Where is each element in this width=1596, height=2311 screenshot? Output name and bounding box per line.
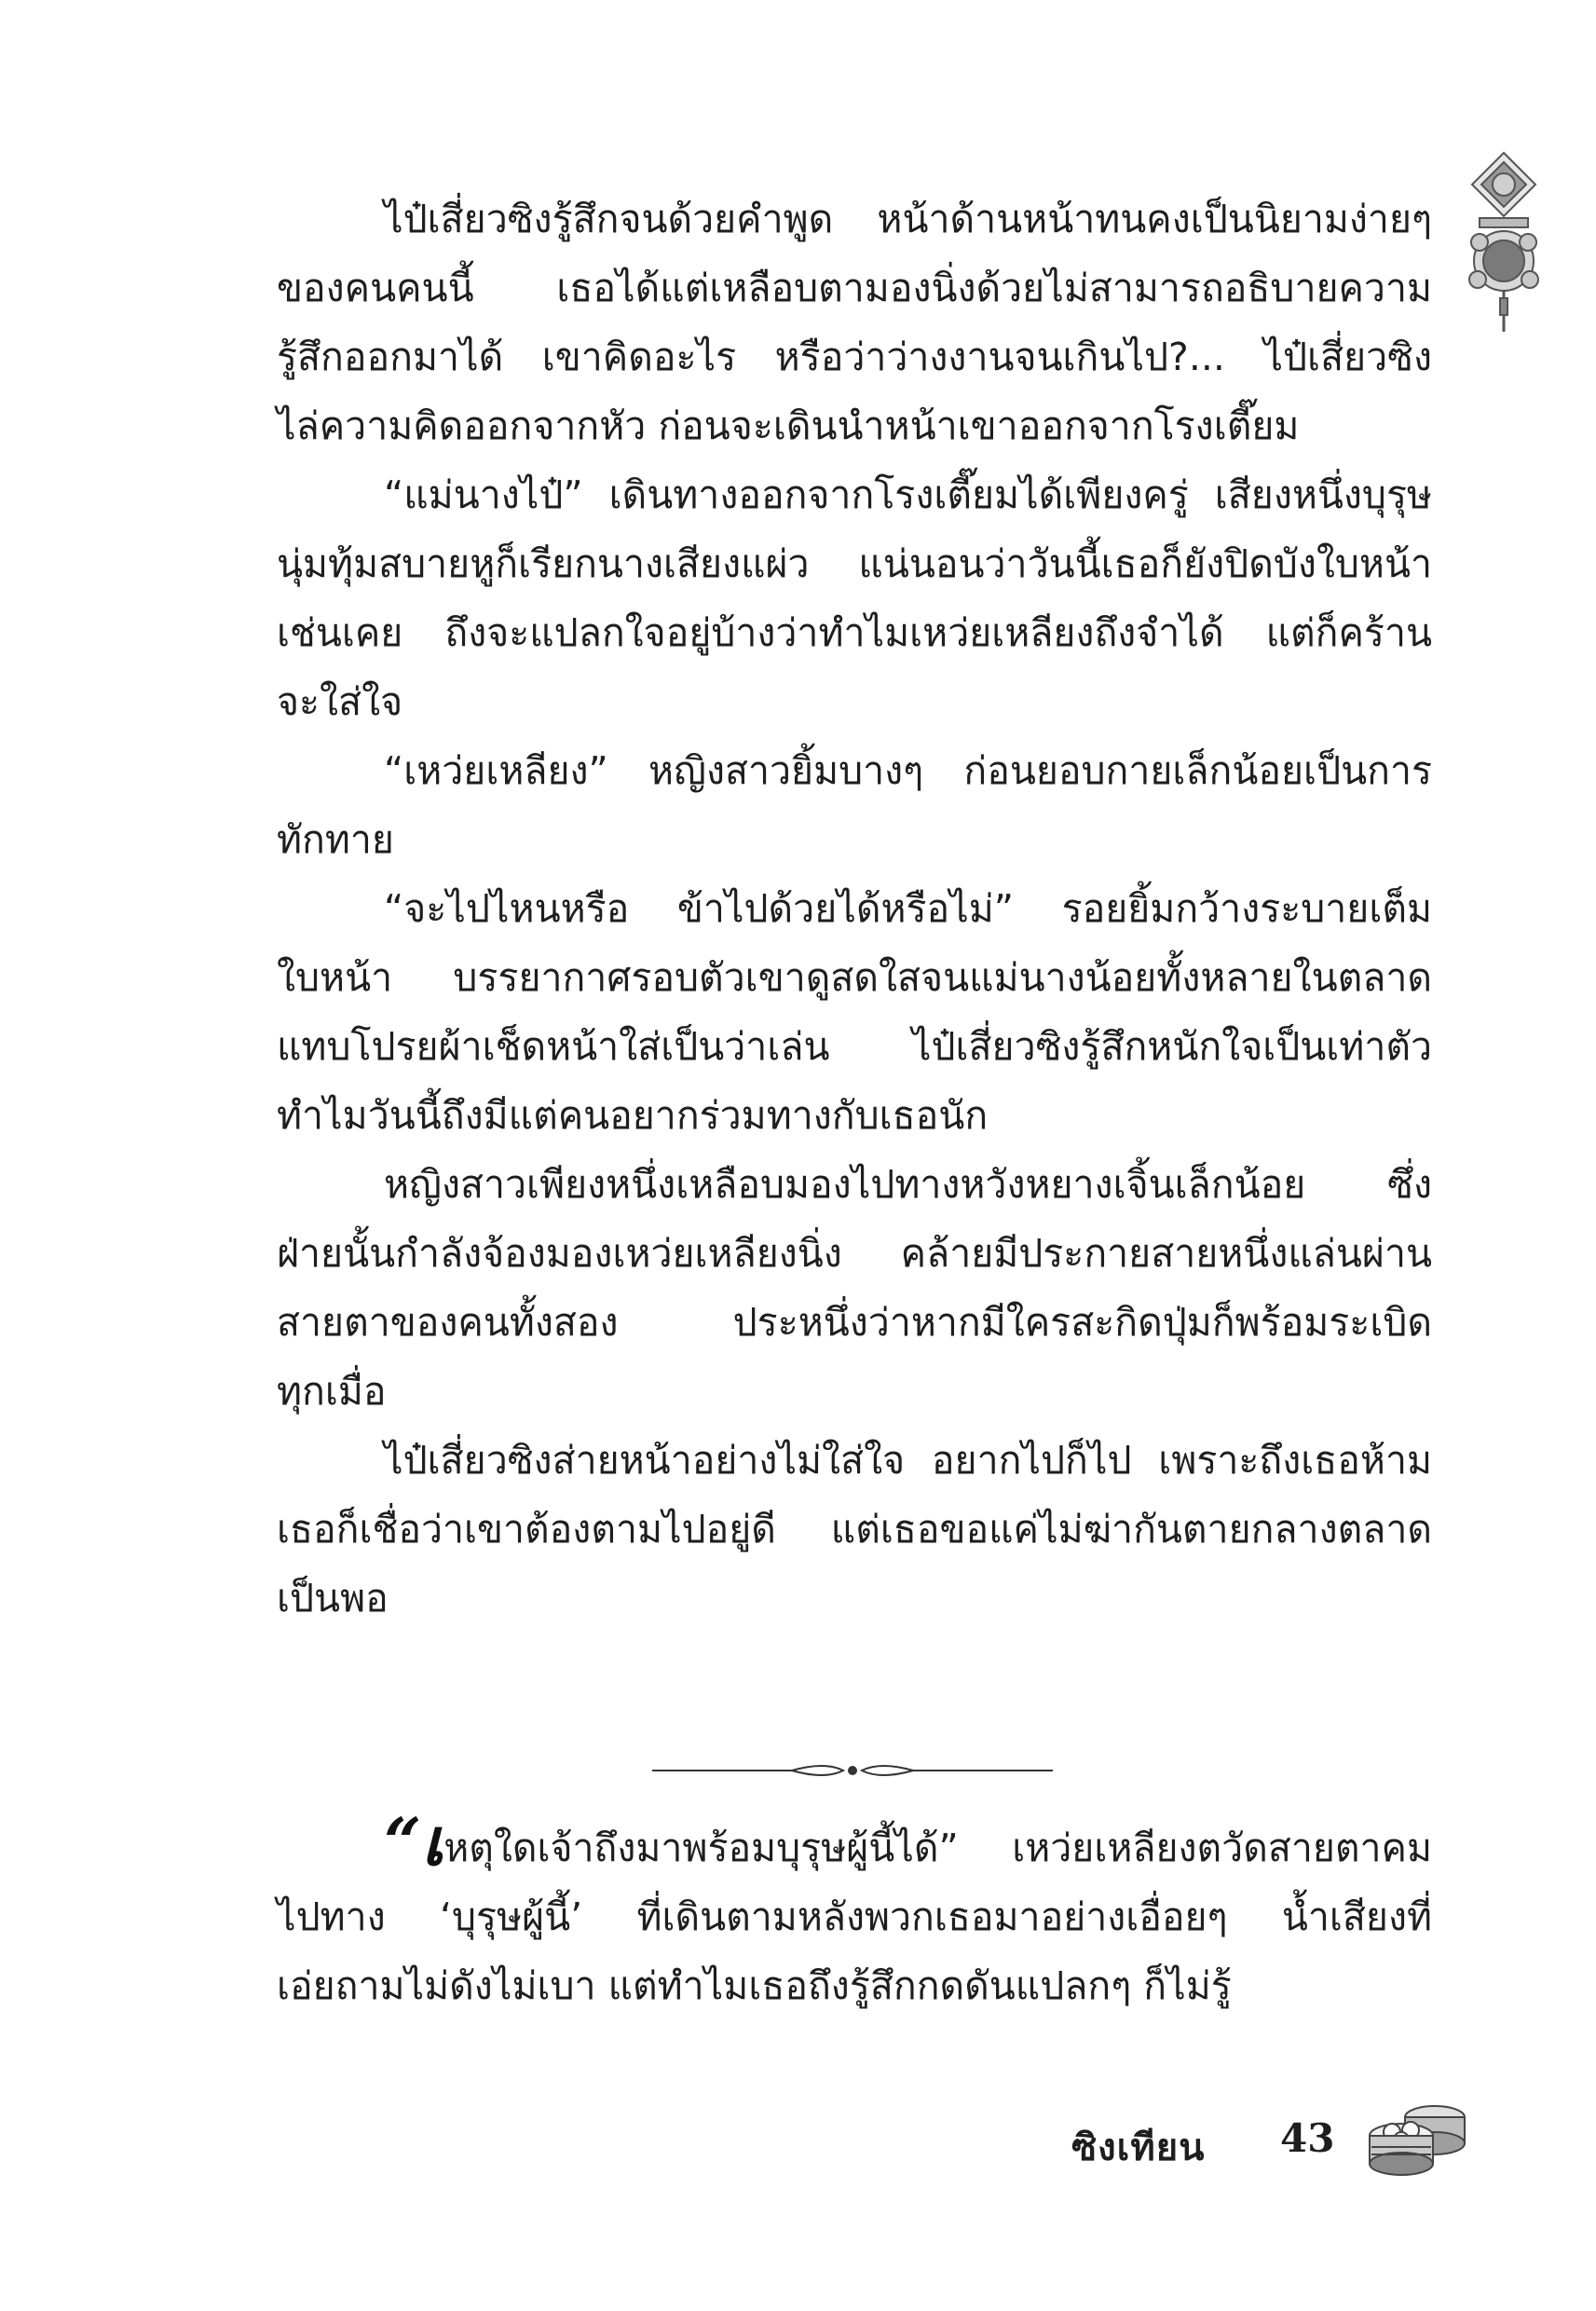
text-line: รู้สึกออกมาได้ เขาคิดอะไร หรือว่าว่างงานจนเกินไป?... ไป๋เสี่ยวซิง <box>277 335 1432 379</box>
chinese-ornament-icon <box>1461 149 1547 335</box>
text-line: แทบโปรยผ้าเช็ดหน้าใส่เป็นว่าเล่น ไป๋เสี่ยวซิงรู้สึกหนักใจเป็นเท่าตัว <box>277 1024 1432 1069</box>
text-line: ไป๋เสี่ยวซิงส่ายหน้าอย่างไม่ใส่ใจ อยากไปก็ไป เพราะถึงเธอห้าม <box>384 1438 1432 1483</box>
text-line: เป็นพอ <box>277 1576 389 1620</box>
text-line: เช่นเคย ถึงจะแปลกใจอยู่บ้างว่าทำไมเหว่ยเหลียงถึงจำได้ แต่ก็คร้าน <box>277 610 1432 655</box>
text-line: สายตาของคนทั้งสอง ประหนึ่งว่าหากมีใครสะกิดปุ่มก็พร้อมระเบิด <box>277 1300 1432 1345</box>
text-line: ไล่ความคิดออกจากหัว ก่อนจะเดินนำหน้าเขาออกจากโรงเตี๊ยม <box>277 403 1300 448</box>
text-line: หญิงสาวเพียงหนึ่งเหลือบมองไปทางหวังหยางเจิ้นเล็กน้อย ซึ่ง <box>384 1162 1432 1207</box>
text-line: “แม่นางไป๋” เดินทางออกจากโรงเตี๊ยมได้เพียงครู่ เสียงหนึ่งบุรุษ <box>384 472 1432 517</box>
text-line: เอ่ยถามไม่ดังไม่เบา แต่ทำไมเธอถึงรู้สึกกดดันแปลกๆ ก็ไม่รู้ <box>277 1963 1232 2008</box>
text-line: เธอก็เชื่อว่าเขาต้องตามไปอยู่ดี แต่เธอขอแค่ไม่ฆ่ากันตายกลางตลาด <box>277 1507 1432 1552</box>
text-line: ใบหน้า บรรยากาศรอบตัวเขาดูสดใสจนแม่นางน้อยทั้งหลายในตลาด <box>277 955 1432 1000</box>
text-line: นุ่มทุ้มสบายหูก็เรียกนางเสียงแผ่ว แน่นอนว่าวันนี้เธอก็ยังปิดบังใบหน้า <box>277 541 1432 586</box>
text-line: ทักทาย <box>277 817 394 862</box>
main-text <box>277 185 1432 1633</box>
section-divider <box>652 1757 1053 1784</box>
page-footer <box>1071 2108 1500 2173</box>
drop-cap: “เ <box>384 1803 444 1880</box>
dim-sum-basket-icon <box>1360 2089 1472 2182</box>
text-line: ทำไมวันนี้ถึงมีแต่คนอยากร่วมทางกับเธอนัก <box>277 1093 989 1138</box>
section-two <box>277 1803 1432 2020</box>
page-number: 43 <box>1280 2115 1335 2161</box>
text-line: “เหว่ยเหลียง” หญิงสาวยิ้มบางๆ ก่อนยอบกายเล็กน้อยเป็นการ <box>384 748 1432 793</box>
text-line: ของคนคนนี้ เธอได้แต่เหลือบตามองนิ่งด้วยไม่สามารถอธิบายความ <box>277 266 1432 310</box>
book-title: ซิงเทียน <box>1071 2126 1206 2169</box>
text-line: ไปทาง ‘บุรุษผู้นี้’ ที่เดินตามหลังพวกเธอมาอย่างเอื่อยๆ น้ำเสียงที่ <box>277 1894 1432 1939</box>
text-line: ฝ่ายนั้นกำลังจ้องมองเหว่ยเหลียงนิ่ง คล้ายมีประกายสายหนึ่งแล่นผ่าน <box>277 1231 1432 1276</box>
text-line: ทุกเมื่อ <box>277 1369 387 1414</box>
text-line: ไป๋เสี่ยวซิงรู้สึกจนด้วยคำพูด หน้าด้านหน้าทนคงเป็นนิยามง่ายๆ <box>384 197 1432 241</box>
text-line-dropcap <box>277 1803 1432 1882</box>
text-line: “จะไปไหนหรือ ข้าไปด้วยได้หรือไม่” รอยยิ้มกว้างระบายเต็ม <box>384 886 1432 931</box>
text-line: จะใส่ใจ <box>277 679 403 724</box>
first-line-text: หตุใดเจ้าถึงมาพร้อมบุรุษผู้นี้ได้” เหว่ยเหลียงตวัดสายตาคม <box>443 1826 1432 1870</box>
